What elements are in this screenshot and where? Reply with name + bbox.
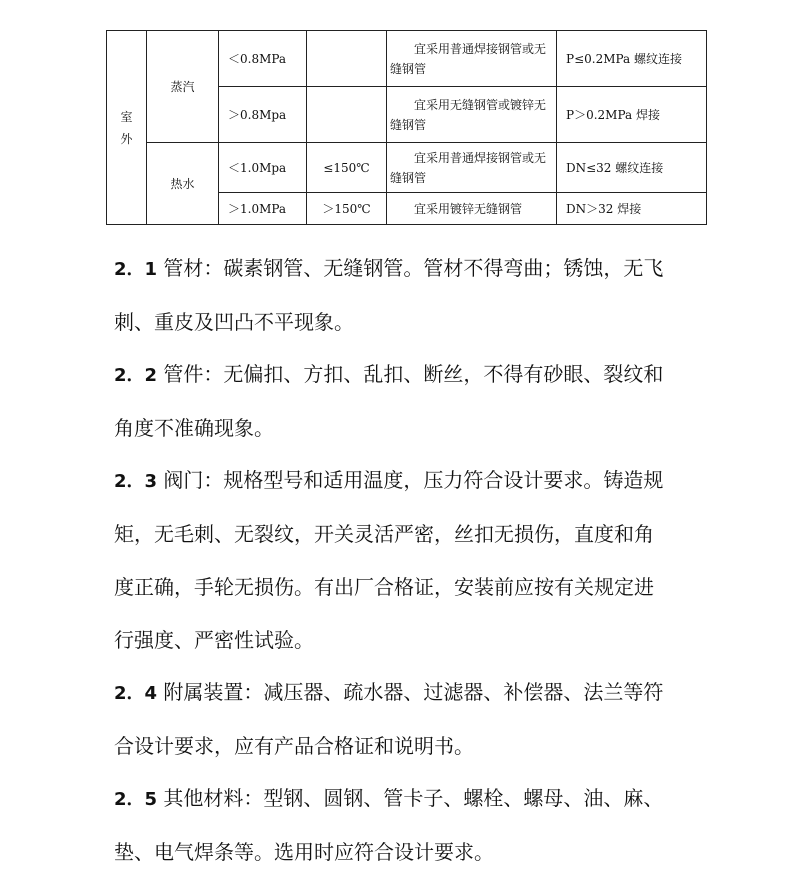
material-cell: 宜采用无缝钢管或镀锌无缝钢管 [387, 87, 557, 143]
paragraph-line: 行强度、严密性试验。 [114, 628, 314, 652]
paragraph-line: 矩，无毛刺、无裂纹，开关灵活严密，丝扣无损伤，直度和角 [114, 522, 654, 546]
paragraph-line: 2．4 附属装置：减压器、疏水器、过滤器、补偿器、法兰等符 [114, 680, 664, 704]
medium-cell-hot-water: 热水 [147, 143, 219, 225]
paragraph-line: 垫、电气焊条等。选用时应符合设计要求。 [114, 840, 494, 864]
material-cell: 宜采用普通焊接钢管或无缝钢管 [387, 143, 557, 193]
paragraph-line: 刺、重皮及凹凸不平现象。 [114, 310, 354, 334]
paragraph-line: 角度不准确现象。 [114, 416, 274, 440]
connection-cell: P≤0.2MPa 螺纹连接 [557, 31, 707, 87]
connection-cell: DN≤32 螺纹连接 [557, 143, 707, 193]
paragraph-2-5 [114, 772, 714, 879]
paragraph-2-4 [114, 666, 714, 773]
clause-number: 2．3 [114, 471, 158, 492]
temperature-cell [307, 87, 387, 143]
paragraph-line: 度正确，手轮无损伤。有出厂合格证，安装前应按有关规定进 [114, 575, 654, 599]
clause-number: 2．4 [114, 683, 158, 704]
temperature-cell: ＞150℃ [307, 193, 387, 225]
paragraph-2-2 [114, 348, 714, 455]
clause-number: 2．2 [114, 365, 158, 386]
pressure-cell: ＞1.0MPa [219, 193, 307, 225]
paragraph-line: 2．1 管材：碳素钢管、无缝钢管。管材不得弯曲；锈蚀，无飞 [114, 256, 664, 280]
paragraph-line: 2．3 阀门：规格型号和适用温度，压力符合设计要求。铸造规 [114, 468, 664, 492]
temperature-cell [307, 31, 387, 87]
material-cell: 宜采用镀锌无缝钢管 [387, 193, 557, 225]
pressure-cell: ＜0.8MPa [219, 31, 307, 87]
paragraph-2-3 [114, 454, 714, 667]
pressure-cell: ＞0.8Mpa [219, 87, 307, 143]
region-label: 室外 [120, 109, 133, 146]
connection-cell: P＞0.2MPa 焊接 [557, 87, 707, 143]
connection-cell: DN＞32 焊接 [557, 193, 707, 225]
clause-number: 2．1 [114, 259, 158, 280]
paragraph-2-1 [114, 242, 714, 349]
material-cell: 宜采用普通焊接钢管或无缝钢管 [387, 31, 557, 87]
paragraph-line: 2．2 管件：无偏扣、方扣、乱扣、断丝，不得有砂眼、裂纹和 [114, 362, 664, 386]
pressure-cell: ＜1.0Mpa [219, 143, 307, 193]
pipe-spec-table [106, 30, 707, 225]
clause-number: 2．5 [114, 789, 158, 810]
medium-cell-steam: 蒸汽 [147, 31, 219, 143]
paragraph-line: 合设计要求，应有产品合格证和说明书。 [114, 734, 474, 758]
paragraph-line: 2．5 其他材料：型钢、圆钢、管卡子、螺栓、螺母、油、麻、 [114, 786, 664, 810]
region-cell [107, 31, 147, 225]
temperature-cell: ≤150℃ [307, 143, 387, 193]
